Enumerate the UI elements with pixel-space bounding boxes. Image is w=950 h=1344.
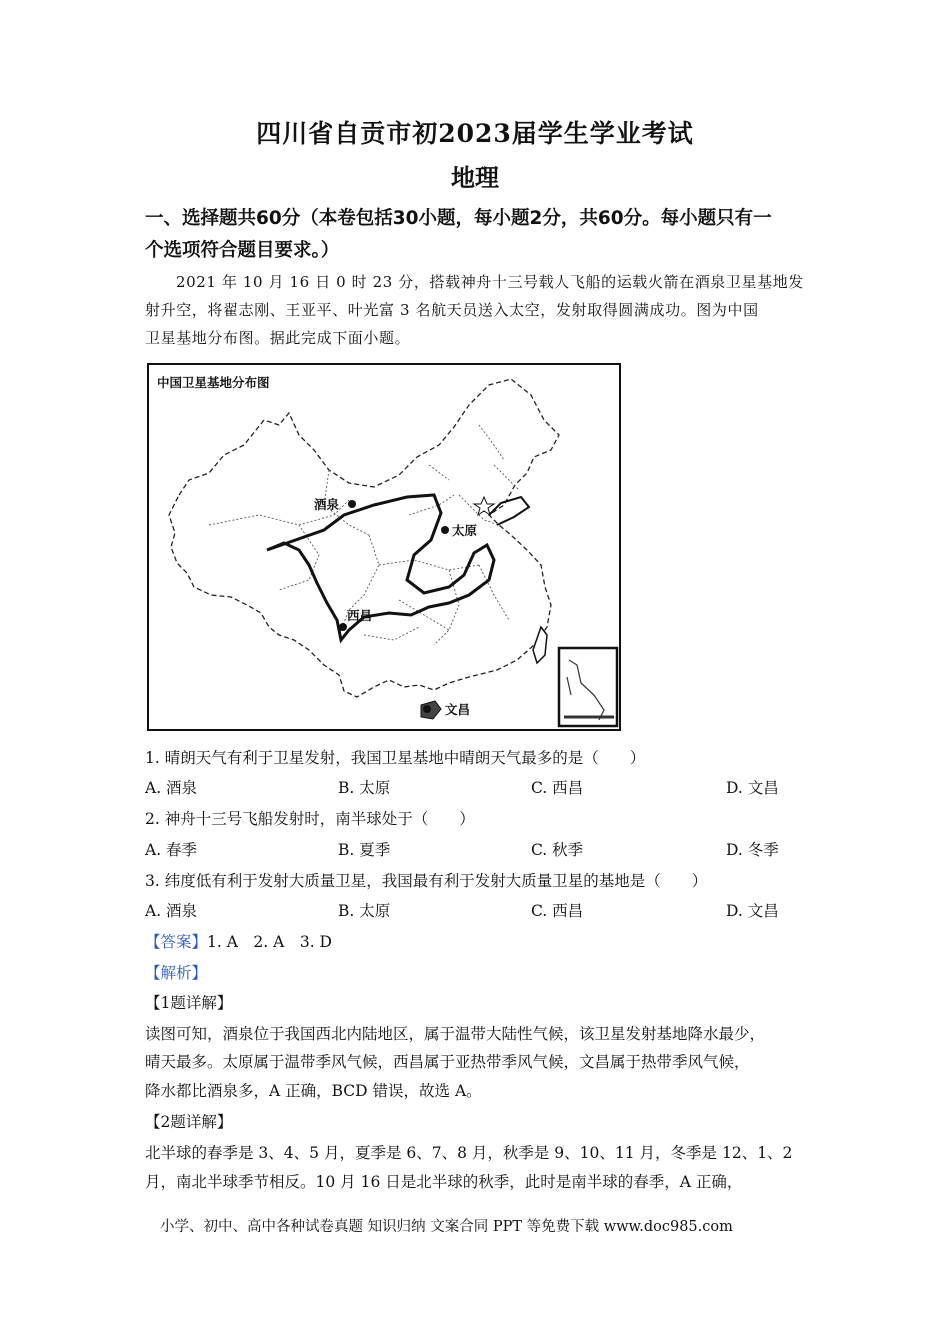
question-3-stem: 3. 纬度低有利于发射大质量卫星，我国最有利于发射大质量卫星的基地是（ ）	[145, 872, 708, 890]
question-2-stem: 2. 神舟十三号飞船发射时，南半球处于（ ）	[145, 810, 475, 828]
page-title: 四川省自贡市初2023届学生学业考试	[256, 119, 694, 148]
jiuquan-marker	[348, 500, 356, 508]
detail-1-tag: 【1题详解】	[145, 994, 233, 1012]
xichang-marker	[339, 623, 347, 631]
question-1-stem: 1. 晴朗天气有利于卫星发射，我国卫星基地中晴朗天气最多的是（ ）	[145, 749, 646, 767]
question-2-option-b: B. 夏季	[338, 841, 391, 859]
wenchang-marker	[423, 705, 431, 713]
analysis-tag: 【解析】	[145, 964, 208, 982]
satellite-base-map	[147, 363, 621, 731]
taiyuan-marker	[441, 526, 449, 534]
china-map-outline	[149, 365, 619, 729]
answer-line	[145, 930, 332, 952]
question-1-option-b: B. 太原	[338, 779, 391, 797]
map-label-wenchang: 文昌	[445, 702, 471, 717]
map-label-xichang: 西昌	[347, 608, 373, 623]
answer-tag: 【答案】	[145, 933, 208, 951]
question-3-option-d: D. 文昌	[726, 902, 779, 920]
detail-2-line: 月，南北半球季节相反。10 月 16 日是北半球的秋季，此时是南半球的春季，A 正确，	[145, 1173, 743, 1191]
detail-1-line: 读图可知，酒泉位于我国西北内陆地区，属于温带大陆性气候，该卫星发射基地降水最少，	[145, 1025, 766, 1043]
map-title: 中国卫星基地分布图	[157, 375, 270, 390]
map-label-jiuquan: 酒泉	[314, 497, 340, 512]
question-2-option-c: C. 秋季	[531, 841, 584, 859]
detail-2-tag: 【2题详解】	[145, 1113, 233, 1131]
detail-1-line: 降水都比酒泉多，A 正确，BCD 错误，故选 A。	[145, 1082, 482, 1100]
answer-text: 1. A 2. A 3. D	[207, 933, 332, 951]
subject-title: 地理	[451, 163, 499, 192]
question-2-option-d: D. 冬季	[726, 841, 779, 859]
intro-line: 卫星基地分布图。据此完成下面小题。	[145, 329, 411, 347]
question-1-option-d: D. 文昌	[726, 779, 779, 797]
question-3-option-a: A. 酒泉	[145, 902, 198, 920]
intro-line: 射升空，将翟志刚、王亚平、叶光富 3 名航天员送入太空，发射取得圆满成功。图为中国	[145, 301, 759, 319]
question-3-option-c: C. 西昌	[531, 902, 584, 920]
question-1-option-a: A. 酒泉	[145, 779, 198, 797]
question-1-option-c: C. 西昌	[531, 779, 584, 797]
question-3-option-b: B. 太原	[338, 902, 391, 920]
map-label-taiyuan: 太原	[452, 523, 478, 538]
intro-line: 2021 年 10 月 16 日 0 时 23 分，搭载神舟十三号载人飞船的运载火箭在酒泉卫星基地发	[176, 273, 804, 291]
section-heading-line1: 一、选择题共60分（本卷包括30小题，每小题2分，共60分。每小题只有一	[145, 208, 772, 229]
page-footer: 小学、初中、高中各种试卷真题 知识归纳 文案合同 PPT 等免费下载 www.doc985.com	[160, 1219, 733, 1235]
question-2-option-a: A. 春季	[145, 841, 198, 859]
detail-1-line: 晴天最多。太原属于温带季风气候，西昌属于亚热带季风气候，文昌属于热带季风气候，	[145, 1053, 750, 1071]
detail-2-line: 北半球的春季是 3、4、5 月，夏季是 6、7、8 月，秋季是 9、10、11 月，冬季是 12、1、2	[145, 1144, 793, 1162]
section-heading-line2: 个选项符合题目要求。）	[145, 240, 340, 261]
